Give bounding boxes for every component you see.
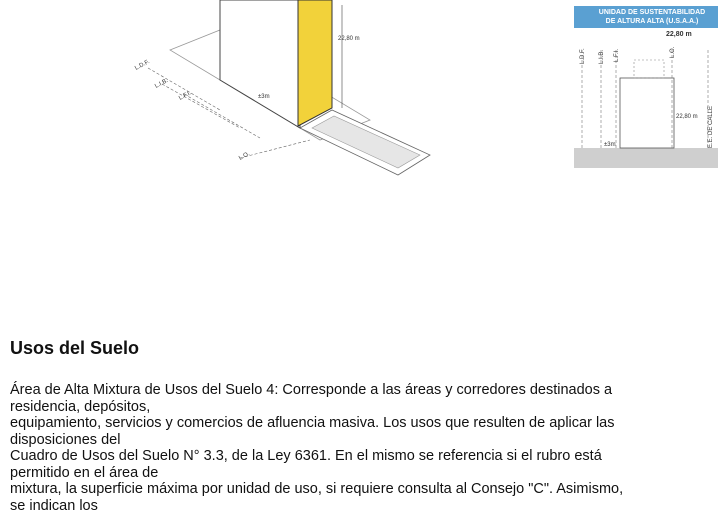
roof-envelope (634, 60, 664, 78)
section-heading: Usos del Suelo (10, 338, 140, 358)
paragraph-line: residencia, depósitos, (10, 398, 151, 415)
usaa-title-line2: DE ALTURA ALTA (U.S.A.A.) (605, 18, 699, 25)
paragraph-line: se indican los (10, 497, 98, 514)
paragraph-line: equipamiento, servicios y comercios de afluencia masiva. Los usos que resulten de aplicar las (10, 415, 615, 431)
usaa-section-diagram (568, 0, 718, 175)
usaa-title-line1: UNIDAD DE SUSTENTABILIDAD (598, 9, 706, 16)
paragraph-line: Cuadro de Usos del Suelo N° 3.3, de la Ley 6361. En el mismo se referencia si el rubro está (10, 448, 602, 464)
section-paragraph (10, 382, 715, 514)
usaa-section-height-label: 22,80 m (676, 114, 698, 120)
ground-band (574, 148, 718, 168)
lfi-label: L.F.I. (178, 90, 193, 102)
lib-label: L.I.B. (154, 77, 170, 90)
building-yellow-face (298, 0, 332, 126)
street-axis-label: E.E. DE CALLE (708, 105, 714, 148)
ldf-label: L.D.F. (134, 59, 151, 72)
setback-label: ±3m (258, 94, 270, 100)
sidewalk-inner (312, 116, 420, 168)
isometric-building-diagram (120, 0, 440, 190)
paragraph-line: Área de Alta Mixtura de Usos del Suelo 4: Corresponde a las áreas y corredores destinados a (10, 382, 613, 398)
usaa-lib-label: L.I.B. (599, 49, 605, 64)
paragraph-line: permitido en el área de (10, 464, 159, 481)
usaa-lo-label: L.O. (670, 46, 676, 58)
usaa-lfi-label: L.F.I. (614, 48, 620, 62)
usaa-height-label: 22,80 m (666, 31, 692, 38)
paragraph-line: mixtura, la superficie máxima por unidad de uso, si requiere consulta al Consejo "C". Asimismo, (10, 481, 624, 497)
height-label: 22,80 m (338, 36, 360, 42)
section-building (620, 78, 674, 148)
lo-label: L.O. (238, 151, 251, 162)
usaa-ldf-label: L.D.F. (580, 48, 586, 64)
paragraph-line: disposiciones del (10, 431, 121, 448)
building-side-face (220, 0, 300, 128)
usaa-setback-label: ±3m (604, 142, 616, 148)
